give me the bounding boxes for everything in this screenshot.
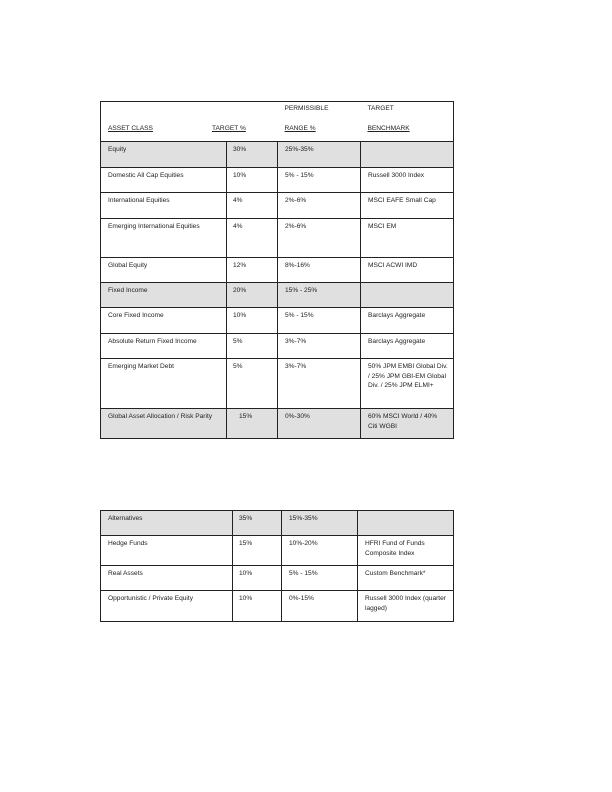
target-cell: 10% bbox=[227, 168, 278, 193]
target-cell: 35% bbox=[233, 511, 282, 536]
benchmark-cell: MSCI EM bbox=[361, 219, 454, 258]
benchmark-cell: HFRI Fund of Funds Composite Index bbox=[358, 536, 454, 566]
table-row bbox=[101, 142, 454, 168]
target-cell: 15% bbox=[233, 536, 282, 566]
asset-cell: Global Asset Allocation / Risk Parity bbox=[101, 409, 227, 439]
benchmark-cell: Russell 3000 Index (quarter lagged) bbox=[358, 591, 454, 622]
target-cell: 4% bbox=[227, 219, 278, 258]
benchmark-cell: Barclays Aggregate bbox=[361, 334, 454, 359]
asset-cell: Emerging International Equities bbox=[101, 219, 227, 258]
range-cell: 15%-35% bbox=[282, 511, 358, 536]
header-range-top: PERMISSIBLE bbox=[284, 105, 329, 112]
table-row bbox=[101, 359, 454, 409]
benchmark-cell bbox=[361, 283, 454, 308]
range-cell: 2%-6% bbox=[278, 219, 361, 258]
asset-cell: Emerging Market Debt bbox=[101, 359, 227, 409]
asset-cell: Hedge Funds bbox=[101, 536, 233, 566]
range-cell: 3%-7% bbox=[278, 334, 361, 359]
range-cell: 15% - 25% bbox=[278, 283, 361, 308]
header-range: RANGE % bbox=[284, 125, 316, 132]
target-cell: 12% bbox=[227, 258, 278, 283]
table-row bbox=[101, 566, 454, 591]
table-row bbox=[101, 258, 454, 283]
benchmark-cell: MSCI ACWI IMD bbox=[361, 258, 454, 283]
benchmark-cell: Barclays Aggregate bbox=[361, 308, 454, 334]
asset-cell: Absolute Return Fixed Income bbox=[101, 334, 227, 359]
target-cell: 15% bbox=[227, 409, 278, 439]
header-range-cell bbox=[278, 102, 361, 142]
target-cell: 10% bbox=[233, 591, 282, 622]
asset-cell: Equity bbox=[101, 142, 227, 168]
asset-allocation-table bbox=[100, 101, 454, 439]
table-row bbox=[101, 591, 454, 622]
header-asset-target-cell bbox=[101, 102, 278, 142]
target-cell: 30% bbox=[227, 142, 278, 168]
target-cell: 4% bbox=[227, 193, 278, 219]
asset-cell: Domestic All Cap Equities bbox=[101, 168, 227, 193]
benchmark-cell bbox=[358, 511, 454, 536]
benchmark-cell: Custom Benchmark* bbox=[358, 566, 454, 591]
asset-cell: Global Equity bbox=[101, 258, 227, 283]
target-cell: 5% bbox=[227, 359, 278, 409]
range-cell: 0%-15% bbox=[282, 591, 358, 622]
target-cell: 20% bbox=[227, 283, 278, 308]
table-row bbox=[101, 283, 454, 308]
benchmark-cell: MSCI EAFE Small Cap bbox=[361, 193, 454, 219]
table-row bbox=[101, 193, 454, 219]
header-benchmark: BENCHMARK bbox=[367, 125, 410, 132]
target-cell: 10% bbox=[227, 308, 278, 334]
table-header-row bbox=[101, 102, 454, 142]
header-asset-class: ASSET CLASS bbox=[108, 125, 153, 132]
header-target: TARGET % bbox=[212, 125, 246, 132]
range-cell: 5% - 15% bbox=[282, 566, 358, 591]
table-row bbox=[101, 511, 454, 536]
asset-cell: Real Assets bbox=[101, 566, 233, 591]
target-cell: 5% bbox=[227, 334, 278, 359]
range-cell: 5% - 15% bbox=[278, 168, 361, 193]
benchmark-cell bbox=[361, 142, 454, 168]
range-cell: 2%-6% bbox=[278, 193, 361, 219]
alternatives-table bbox=[100, 510, 454, 622]
range-cell: 10%-20% bbox=[282, 536, 358, 566]
table-row bbox=[101, 308, 454, 334]
table-row bbox=[101, 168, 454, 193]
asset-cell: Opportunistic / Private Equity bbox=[101, 591, 233, 622]
range-cell: 5% - 15% bbox=[278, 308, 361, 334]
asset-cell: Fixed Income bbox=[101, 283, 227, 308]
table-row bbox=[101, 409, 454, 439]
benchmark-cell: 60% MSCI World / 40% Citi WGBI bbox=[361, 409, 454, 439]
header-benchmark-top: TARGET bbox=[367, 105, 394, 112]
table-row bbox=[101, 219, 454, 258]
benchmark-cell: 50% JPM EMBI Global Div. / 25% JPM GBI-EM Global Div. / 25% JPM ELMI+ bbox=[361, 359, 454, 409]
benchmark-cell: Russell 3000 Index bbox=[361, 168, 454, 193]
target-cell: 10% bbox=[233, 566, 282, 591]
asset-cell: Core Fixed Income bbox=[101, 308, 227, 334]
range-cell: 25%-35% bbox=[278, 142, 361, 168]
range-cell: 0%-30% bbox=[278, 409, 361, 439]
table-row bbox=[101, 334, 454, 359]
range-cell: 8%-16% bbox=[278, 258, 361, 283]
range-cell: 3%-7% bbox=[278, 359, 361, 409]
asset-cell: Alternatives bbox=[101, 511, 233, 536]
header-benchmark-cell bbox=[361, 102, 454, 142]
asset-cell: International Equities bbox=[101, 193, 227, 219]
table-row bbox=[101, 536, 454, 566]
